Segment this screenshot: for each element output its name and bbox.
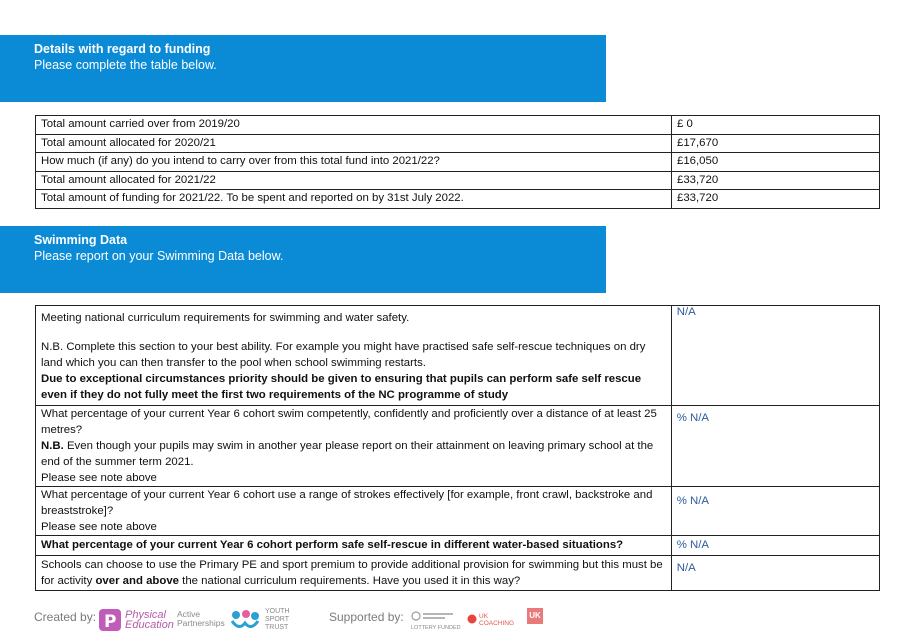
table-row	[36, 153, 880, 172]
afpe-p-icon	[98, 608, 124, 634]
funding-value: £33,720	[672, 190, 880, 209]
funding-title: Details with regard to funding	[34, 42, 211, 56]
afpe-line2: Education	[125, 619, 174, 631]
swimming-title: Swimming Data	[34, 233, 128, 247]
question-note	[41, 438, 666, 470]
funding-subtitle: Please complete the table below.	[34, 58, 217, 72]
question-text: Schools can choose to use the Primary PE and sport premium to provide additional provision for swimming but this must be for activity over and above the national curriculum requirements. Have you used it in this way?	[41, 559, 663, 587]
table-row	[36, 406, 880, 487]
answer-value: % N/A	[676, 495, 710, 507]
created-by-label: Created by:	[34, 610, 97, 624]
question-note: N.B. Complete this section to your best ability. For example you might have practised safe self-rescue techniques on dry land which you can then transfer to the pool when school swimming restarts.	[41, 341, 646, 369]
funding-value: £16,050	[672, 153, 880, 172]
nb-text: Even though your pupils may swim in another year please report on their attainment on leaving primary school at the end of the summer term 2021.	[41, 440, 654, 468]
swimming-question	[36, 556, 672, 591]
funding-label: Total amount carried over from 2019/20	[36, 116, 672, 135]
table-row	[36, 171, 880, 190]
table-row	[36, 536, 880, 556]
swimming-answer	[671, 406, 879, 487]
question-text: What percentage of your current Year 6 cohort use a range of strokes effectively [for example, front crawl, backstroke and breaststroke]?	[41, 489, 653, 517]
funding-label: Total amount of funding for 2021/22. To be spent and reported on by 31st July 2022.	[36, 190, 672, 209]
swimming-answer	[671, 556, 879, 591]
afpe-logo	[98, 607, 172, 635]
funding-value: £33,720	[672, 171, 880, 190]
table-row	[36, 116, 880, 135]
swimming-question	[36, 306, 672, 406]
nb-label: N.B.	[41, 440, 64, 452]
answer-value: N/A	[676, 306, 696, 318]
answer-value: % N/A	[676, 412, 710, 424]
active-line1: Active	[177, 609, 201, 619]
funding-label: Total amount allocated for 2021/22	[36, 171, 672, 190]
active-partnerships-logo	[177, 610, 225, 628]
svg-text:P: P	[104, 612, 117, 632]
active-line2: Partnerships	[177, 618, 225, 628]
funding-label: How much (if any) do you intend to carry over from this total fund into 2021/22?	[36, 153, 672, 172]
swimming-banner	[0, 226, 606, 293]
swimming-question	[36, 487, 672, 536]
swimming-table	[35, 305, 880, 591]
funding-label: Total amount allocated for 2020/21	[36, 134, 672, 153]
swimming-subtitle: Please report on your Swimming Data below.	[34, 249, 284, 263]
funding-table	[35, 115, 880, 209]
lottery-funded-label: LOTTERY FUNDED	[411, 625, 461, 631]
swimming-answer	[671, 487, 879, 536]
table-row	[36, 556, 880, 591]
question-priority: Due to exceptional circumstances priority should be given to ensuring that pupils can perform safe self rescue even if they do not fully meet the first two requirements of the NC programme of study	[41, 373, 642, 401]
youth-sport-trust-logo: YOUTH SPORT TRUST	[265, 608, 290, 631]
swimming-answer: % N/A	[671, 536, 879, 556]
table-row	[36, 306, 880, 406]
footer	[0, 607, 910, 642]
table-row	[36, 487, 880, 536]
see-note: Please see note above	[41, 521, 157, 533]
table-row	[36, 190, 880, 209]
funding-value: £17,670	[672, 134, 880, 153]
supported-by-label: Supported by:	[329, 610, 404, 624]
afpe-line1: Physical	[125, 609, 166, 621]
swimming-question: What percentage of your current Year 6 cohort perform safe self-rescue in different water-based situations?	[36, 536, 672, 556]
uk-coaching-logo: UK COACHING	[479, 613, 515, 627]
uk-sport-logo: UK	[527, 608, 543, 624]
swimming-answer	[671, 306, 879, 406]
youth-sport-trust-icon	[229, 609, 261, 633]
question-text: Meeting national curriculum requirements for swimming and water safety.	[41, 312, 410, 324]
question-text: What percentage of your current Year 6 cohort swim competently, confidently and proficiently over a distance of at least 25 metres?	[41, 408, 657, 436]
swimming-question	[36, 406, 672, 487]
funding-banner	[0, 35, 606, 102]
table-row	[36, 134, 880, 153]
answer-value: N/A	[676, 562, 696, 574]
funding-value: £ 0	[672, 116, 880, 135]
sport-england-icon	[411, 610, 457, 622]
uk-coaching-icon	[467, 614, 477, 624]
see-note: Please see note above	[41, 472, 157, 484]
